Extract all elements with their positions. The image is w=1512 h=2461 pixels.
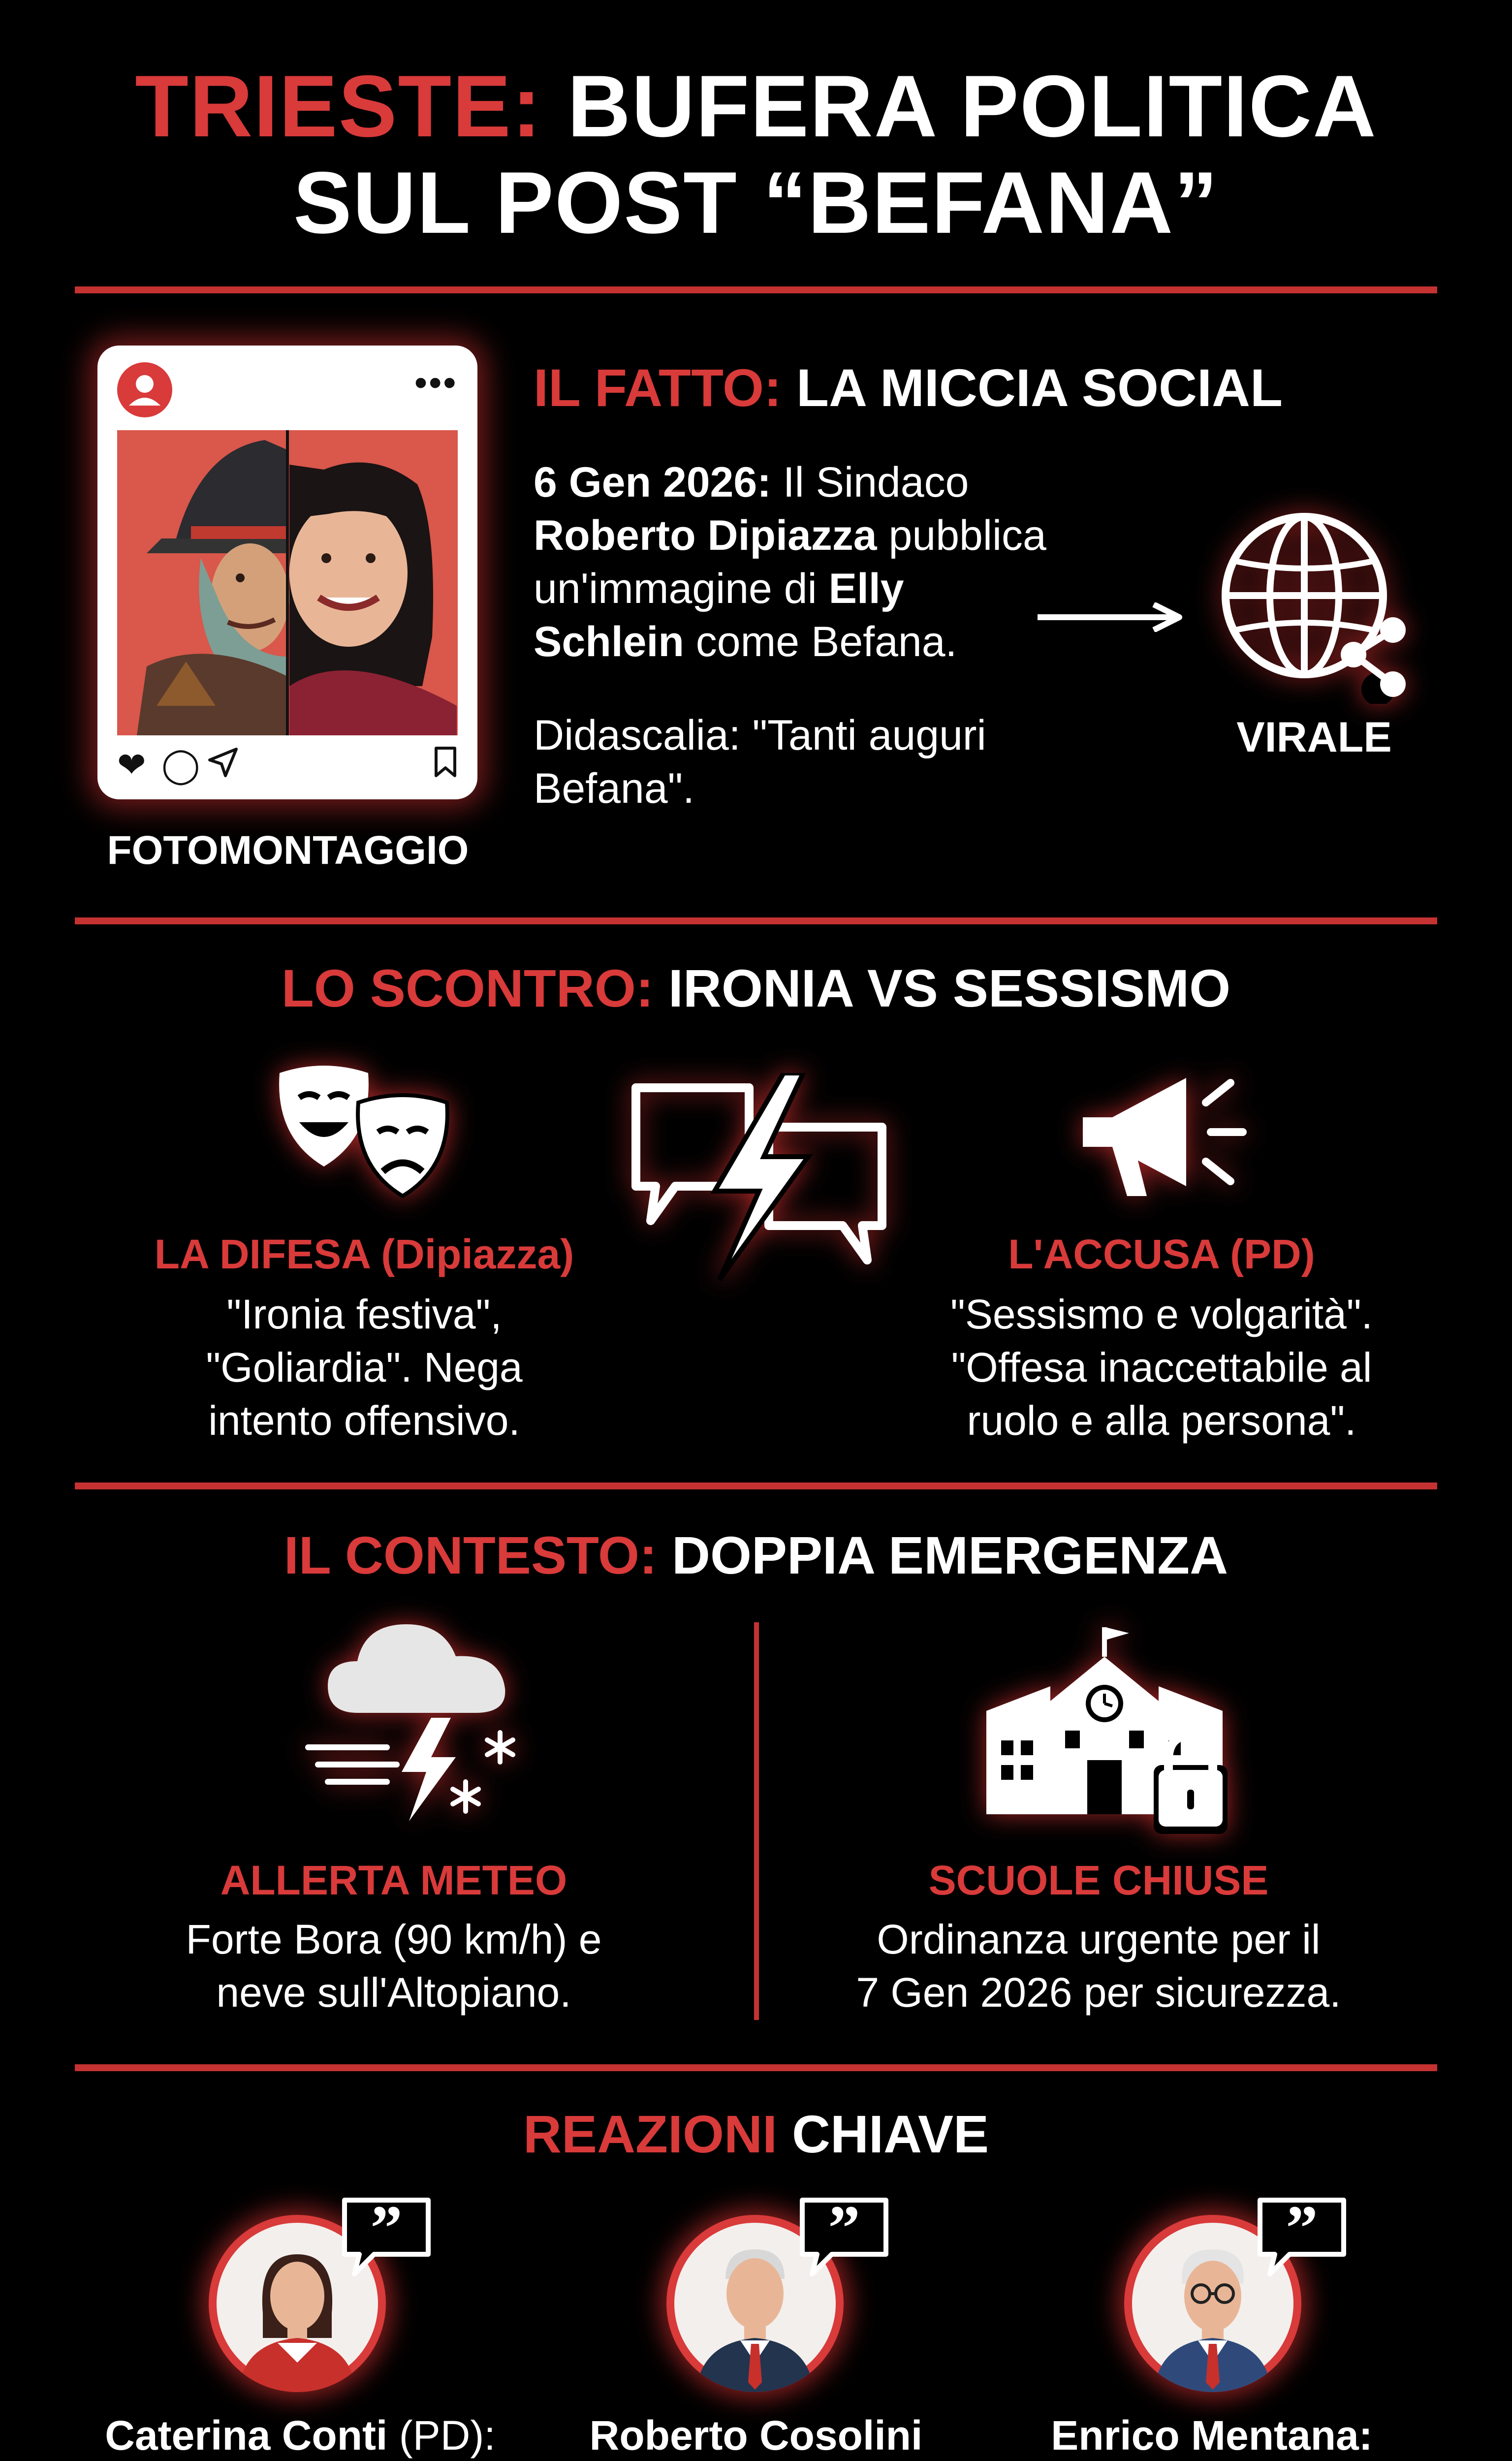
accusation-line: "Offesa inaccettabile al bbox=[951, 1344, 1372, 1390]
weather-line: neve sull'Altopiano. bbox=[216, 1969, 571, 2016]
title-accent: TRIESTE: bbox=[135, 57, 542, 155]
arrow-right-icon bbox=[1036, 602, 1183, 634]
comment-icon: ◯ bbox=[161, 746, 200, 784]
defense-line: "Ironia festiva", bbox=[226, 1291, 502, 1337]
accusation-title: L'ACCUSA (PD) bbox=[1008, 1231, 1315, 1277]
image-label: FOTOMONTAGGIO bbox=[107, 828, 469, 873]
svg-text:”: ” bbox=[828, 2195, 860, 2264]
share-icon bbox=[206, 745, 240, 788]
event-date: 6 Gen 2026: bbox=[534, 459, 771, 506]
weather-alert-text bbox=[118, 1913, 669, 2019]
title-line2: SUL POST “BEFANA” bbox=[293, 154, 1219, 252]
heart-icon: ❤ bbox=[117, 746, 146, 784]
heading-rest: CHIAVE bbox=[791, 2104, 989, 2164]
heading-accent: IL FATTO: bbox=[534, 358, 782, 417]
divider bbox=[75, 286, 1437, 293]
weather-line: Forte Bora (90 km/h) e bbox=[186, 1916, 602, 1962]
fatto-description bbox=[534, 456, 1075, 668]
section-reazioni-heading bbox=[0, 2105, 1512, 2164]
schools-line: Ordinanza urgente per il bbox=[877, 1916, 1321, 1962]
heading-rest: LA MICCIA SOCIAL bbox=[796, 358, 1283, 417]
reaction-cosolini bbox=[510, 2409, 1002, 2461]
heading-rest: IRONIA VS SESSISMO bbox=[668, 958, 1231, 1018]
schools-closed-title: SCUOLE CHIUSE bbox=[928, 1857, 1269, 1903]
page-title bbox=[0, 58, 1512, 251]
svg-text:”: ” bbox=[370, 2195, 403, 2264]
accusation-line: ruolo e alla persona". bbox=[967, 1397, 1356, 1444]
profile-avatar-icon bbox=[117, 362, 172, 417]
schools-closed-text bbox=[823, 1913, 1374, 2019]
caption-line: Didascalia: "Tanti auguri bbox=[534, 712, 986, 759]
viral-label: VIRALE bbox=[1236, 714, 1392, 761]
person-name: Roberto Cosolini bbox=[589, 2412, 923, 2459]
megaphone-icon bbox=[1073, 1063, 1250, 1213]
person-name: Caterina Conti bbox=[105, 2412, 388, 2459]
person-name: Elly bbox=[828, 565, 904, 612]
globe-share-icon bbox=[1216, 507, 1413, 706]
heading-rest: DOPPIA EMERGENZA bbox=[671, 1525, 1228, 1585]
person-name: Enrico Mentana: bbox=[1051, 2412, 1373, 2459]
vertical-divider bbox=[754, 1622, 759, 2020]
reaction-conti bbox=[54, 2409, 546, 2461]
section-scontro-heading bbox=[0, 959, 1512, 1018]
text-segment: un'immagine di bbox=[534, 565, 817, 612]
section-contesto-heading bbox=[0, 1526, 1512, 1585]
reaction-mentana bbox=[966, 2409, 1458, 2461]
defense-line: intento offensivo. bbox=[208, 1397, 520, 1444]
heading-accent: REAZIONI bbox=[523, 2104, 777, 2164]
post-menu-icon: ••• bbox=[414, 363, 458, 403]
quote-bubble-icon bbox=[797, 2195, 891, 2281]
svg-text:”: ” bbox=[1286, 2195, 1318, 2264]
accusation-text bbox=[886, 1288, 1437, 1447]
divider bbox=[75, 2064, 1437, 2071]
heading-accent: LO SCONTRO: bbox=[281, 958, 654, 1018]
person-name: Roberto Dipiazza bbox=[534, 512, 877, 559]
photomontage-image bbox=[117, 430, 458, 735]
section-fatto-heading bbox=[534, 358, 1283, 417]
fatto-caption bbox=[534, 709, 1075, 815]
divider bbox=[75, 917, 1437, 924]
schools-line: 7 Gen 2026 per sicurezza. bbox=[856, 1969, 1341, 2016]
clash-lightning-icon bbox=[621, 1073, 897, 1297]
person-name: Schlein bbox=[534, 618, 684, 665]
text-segment: come Befana. bbox=[695, 618, 957, 665]
divider bbox=[75, 1483, 1437, 1489]
title-line1: BUFERA POLITICA bbox=[567, 57, 1377, 155]
defense-title: LA DIFESA (Dipiazza) bbox=[154, 1231, 574, 1277]
defense-line: "Goliardia". Nega bbox=[206, 1344, 523, 1390]
party-label: (PD): bbox=[399, 2412, 496, 2459]
caption-line: Befana". bbox=[534, 765, 694, 812]
quote-bubble-icon bbox=[1255, 2195, 1349, 2281]
theater-masks-icon bbox=[270, 1058, 457, 1208]
school-lock-icon bbox=[976, 1617, 1232, 1836]
heading-accent: IL CONTESTO: bbox=[284, 1525, 657, 1585]
quote-bubble-icon bbox=[340, 2195, 433, 2281]
text-segment: Il Sindaco bbox=[783, 459, 969, 506]
social-post-mockup bbox=[97, 346, 477, 799]
weather-alert-title: ALLERTA METEO bbox=[220, 1857, 567, 1903]
bookmark-icon bbox=[433, 745, 458, 788]
storm-weather-icon bbox=[303, 1614, 535, 1829]
defense-text bbox=[89, 1288, 640, 1447]
text-segment: pubblica bbox=[888, 512, 1046, 559]
accusation-line: "Sessismo e volgarità". bbox=[950, 1291, 1373, 1337]
